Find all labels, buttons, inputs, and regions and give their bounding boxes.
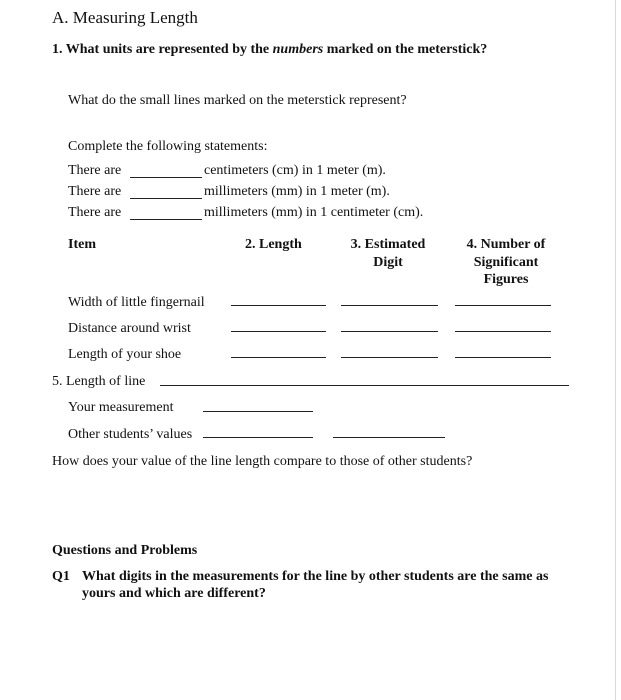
table-row-label: Distance around wrist — [68, 321, 191, 336]
question-5-label: 5. Length of line — [52, 374, 146, 389]
question-1 — [52, 42, 487, 58]
question-1-emphasis: numbers — [272, 42, 324, 57]
header-sigfig-line3: Figures — [483, 272, 529, 287]
row-1-length-blank[interactable] — [231, 305, 326, 306]
question-1-text-pre: What units are represented by the — [62, 42, 273, 57]
header-length: 2. Length — [245, 237, 302, 252]
statement-1-prefix: There are — [68, 163, 122, 178]
row-3-estimated-blank[interactable] — [341, 357, 438, 358]
statement-2-blank[interactable] — [130, 198, 202, 199]
compare-question: How does your value of the line length compare to those of other students? — [52, 454, 473, 469]
problem-q1-line2: yours and which are different? — [82, 586, 266, 601]
row-1-estimated-blank[interactable] — [341, 305, 438, 306]
row-3-sigfig-blank[interactable] — [455, 357, 551, 358]
questions-heading: Questions and Problems — [52, 543, 198, 558]
header-sigfig-line2: Significant — [473, 255, 539, 270]
your-measurement-label: Your measurement — [68, 400, 174, 415]
statement-2-suffix: millimeters (mm) in 1 meter (m). — [204, 184, 390, 199]
other-values-label: Other students’ values — [68, 427, 193, 442]
row-3-length-blank[interactable] — [231, 357, 326, 358]
table-row-label: Length of your shoe — [68, 347, 182, 362]
header-item: Item — [68, 237, 96, 252]
other-values-blank-1[interactable] — [203, 437, 313, 438]
statement-3-suffix: millimeters (mm) in 1 centimeter (cm). — [204, 205, 424, 220]
problem-q1-line1: What digits in the measurements for the line by other students are the same as — [82, 569, 549, 584]
statement-3-prefix: There are — [68, 205, 122, 220]
problem-q1-label: Q1 — [52, 569, 70, 584]
question-1-number: 1. — [52, 42, 63, 57]
statement-1-suffix: centimeters (cm) in 1 meter (m). — [204, 163, 386, 178]
question-1-text-post: marked on the meterstick? — [323, 42, 488, 57]
row-2-length-blank[interactable] — [231, 331, 326, 332]
header-estimated-line2: Digit — [373, 255, 403, 270]
table-row-label: Width of little fingernail — [68, 295, 205, 310]
header-sigfig-line1: 4. Number of — [466, 237, 546, 252]
statement-1-blank[interactable] — [130, 177, 202, 178]
other-values-blank-2[interactable] — [333, 437, 445, 438]
statement-2-prefix: There are — [68, 184, 122, 199]
row-2-sigfig-blank[interactable] — [455, 331, 551, 332]
page-edge — [615, 0, 616, 700]
complete-heading: Complete the following statements: — [68, 139, 268, 154]
line-to-measure — [160, 385, 569, 386]
section-title: A. Measuring Length — [52, 8, 198, 27]
small-lines-question: What do the small lines marked on the meterstick represent? — [68, 93, 407, 108]
row-1-sigfig-blank[interactable] — [455, 305, 551, 306]
row-2-estimated-blank[interactable] — [341, 331, 438, 332]
header-estimated-line1: 3. Estimated — [350, 237, 426, 252]
statement-3-blank[interactable] — [130, 219, 202, 220]
your-measurement-blank[interactable] — [203, 411, 313, 412]
